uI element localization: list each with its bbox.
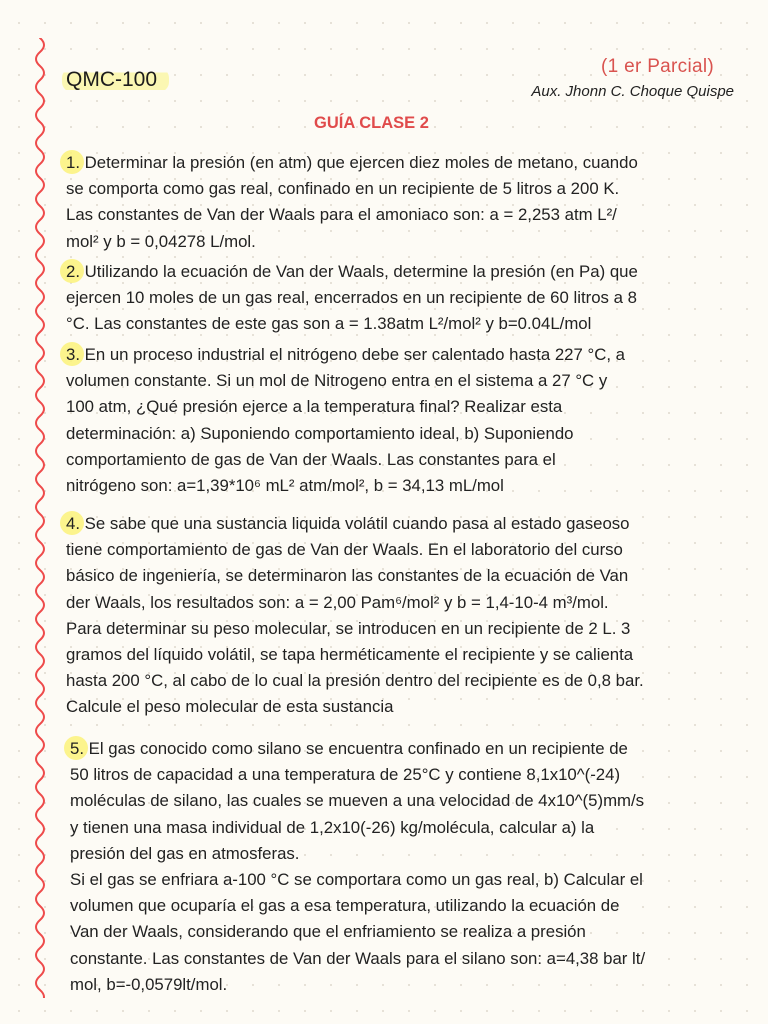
problem-text: En un proceso industrial el nitrógeno debe ser calentado hasta 227 °C, a volumen constante. Si un mol de Nitrogeno entra en el sistema a 27 °C y 100 atm, ¿Qué presión ejerce a la temperatura final? Realizar esta determinación: a) Suponiendo comportamiento ideal, b) Suponiendo comportamiento de gas de Van der Waals. Las constantes para el nitrógeno son: a=1,39*10⁶ mL² atm/mol², b = 34,13 mL/mol bbox=[66, 345, 625, 496]
problem-1 bbox=[66, 150, 736, 255]
problem-2 bbox=[66, 259, 736, 338]
problem-3 bbox=[66, 342, 736, 499]
exam-tag: (1 er Parcial) bbox=[601, 56, 714, 77]
problem-number: 5. bbox=[70, 739, 84, 758]
problem-5 bbox=[70, 736, 740, 867]
problem-number: 3. bbox=[66, 345, 80, 364]
problem-text: Se sabe que una sustancia liquida volátil cuando pasa al estado gaseoso tiene comportamiento de gas de Van der Waals. En el laboratorio del curso básico de ingeniería, se determinaron las constantes de la ecuación de Van der Waals, los resultados son: a = 2,00 Pam⁶/mol² y b = 1,4-10-4 m³/mol. Para determinar su peso molecular, se introducen en un recipiente de 2 L. 3 gramos del líquido volátil, se tapa herméticamente el recipiente y se calienta hasta 200 °C, al cabo de lo cual la presión dentro del recipiente es de 0,8 bar. Calcule el peso molecular de esta sustancia bbox=[66, 514, 644, 717]
problem-5-continuation bbox=[70, 867, 740, 998]
problem-text: Si el gas se enfriara a-100 °C se comportara como un gas real, b) Calcular el volumen que ocuparía el gas a esa temperatura, utilizando la ecuación de Van der Waals, considerando que el enfriamiento se realiza a presión constante. Las constantes de Van der Waals para el silano son: a=4,38 bar lt/ mol, b=-0,0579lt/mol. bbox=[70, 870, 646, 994]
problem-number: 1. bbox=[66, 153, 80, 172]
problem-4 bbox=[66, 511, 736, 721]
course-code: QMC-100 bbox=[62, 68, 169, 92]
problem-number: 4. bbox=[66, 514, 80, 533]
problem-number: 2. bbox=[66, 262, 80, 281]
problem-text: Utilizando la ecuación de Van der Waals, determine la presión (en Pa) que ejercen 10 moles de un gas real, encerrados en un recipiente de 60 litros a 8 °C. Las constantes de este gas son a = 1.38atm L²/mol² y b=0.04L/mol bbox=[66, 262, 638, 334]
author-name: Aux. Jhonn C. Choque Quispe bbox=[531, 83, 734, 100]
problem-text: El gas conocido como silano se encuentra confinado en un recipiente de 50 litros de capacidad a una temperatura de 25°C y contiene 8,1x10^(-24) moléculas de silano, las cuales se mueven a una velocidad de 4x10^(5)mm/s y tienen una masa individual de 1,2x10(-26) kg/molécula, calcular a) la presión del gas en atmosferas. bbox=[70, 739, 645, 863]
guide-title: GUÍA CLASE 2 bbox=[314, 114, 429, 132]
red-margin-line bbox=[28, 38, 52, 998]
problem-text: Determinar la presión (en atm) que ejercen diez moles de metano, cuando se comporta como gas real, confinado en un recipiente de 5 litros a 200 K. Las constantes de Van der Waals para el amoniaco son: a = 2,253 atm L²/ mol² y b = 0,04278 L/mol. bbox=[66, 153, 638, 251]
